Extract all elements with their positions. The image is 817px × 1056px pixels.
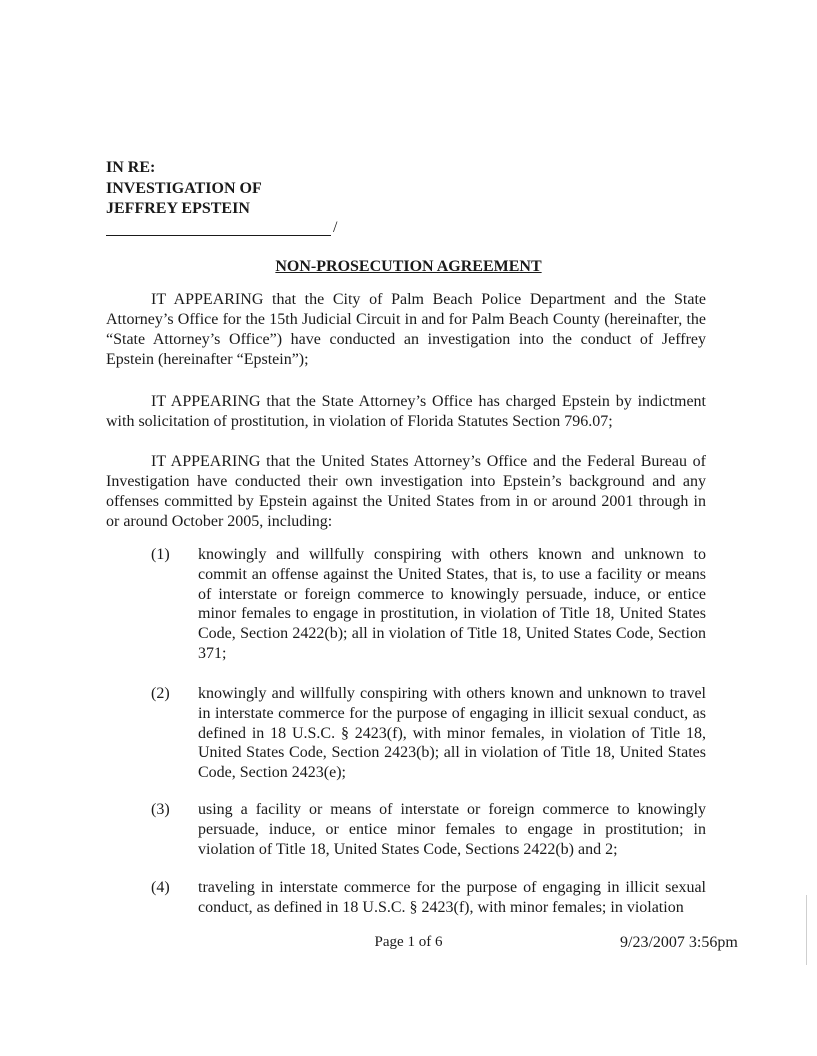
list-item-number: (4): [151, 879, 170, 896]
list-item-number: (2): [151, 685, 170, 702]
page-number: Page 1 of 6: [374, 934, 443, 950]
list-item: [151, 545, 706, 664]
caption-underline: [106, 235, 331, 236]
scan-edge-mark: [806, 895, 807, 965]
document-title: NON-PROSECUTION AGREEMENT: [275, 258, 542, 275]
paragraph-2: IT APPEARING that the State Attorney’s Office has charged Epstein by indictment with solicitation of prostitution, in violation of Florida Statutes Section 796.07;: [106, 393, 706, 430]
list-item-text: knowingly and willfully conspiring with others known and unknown to commit an offense against the United States, that is, to use a facility or means of interstate or foreign commerce to knowingly persuade, induce, or entice minor females to engage in prostitution, in violation of Title 18, United States Code, Section 2422(b); all in violation of Title 18, United States Code, Section 371;: [198, 546, 706, 662]
list-item: [151, 800, 706, 859]
paragraph-3: IT APPEARING that the United States Attorney’s Office and the Federal Bureau of Investigation have conducted their own investigation into Epstein’s background and any offenses committed by Epstein against the United States from in or around 2001 through in or around October 2005, including:: [106, 453, 706, 530]
caption-slash: /: [333, 219, 338, 236]
paragraph-1: IT APPEARING that the City of Palm Beach Police Department and the State Attorney’s Office for the 15th Judicial Circuit in and for Palm Beach County (hereinafter, the “State Attorney’s Office”) have conducted an investigation into the conduct of Jeffrey Epstein (hereinafter “Epstein”);: [106, 291, 706, 368]
caption-line-name: JEFFREY EPSTEIN: [106, 200, 250, 217]
caption-line-investigation: INVESTIGATION OF: [106, 179, 262, 197]
list-item-number: (3): [151, 801, 170, 818]
case-caption: [106, 158, 262, 220]
footer-timestamp: 9/23/2007 3:56pm: [620, 934, 738, 951]
list-item: [151, 684, 706, 783]
list-item-text: using a facility or means of interstate or foreign commerce to knowingly persuade, induce, or entice minor females to engage in prostitution; in violation of Title 18, United States Code, Sections 2422(b) and 2;: [198, 801, 706, 858]
list-item-number: (1): [151, 546, 170, 563]
list-item-text: knowingly and willfully conspiring with others known and unknown to travel in interstate commerce for the purpose of engaging in illicit sexual conduct, as defined in 18 U.S.C. § 2423(f), with minor females, in violation of Title 18, United States Code, Section 2423(b); all in violation of Title 18, United States Code, Section 2423(e);: [198, 685, 706, 782]
caption-line-in-re: IN RE:: [106, 159, 156, 176]
list-item: [151, 878, 706, 918]
list-item-text: traveling in interstate commerce for the purpose of engaging in illicit sexual conduct, as defined in 18 U.S.C. § 2423(f), with minor females; in violation: [198, 879, 706, 916]
